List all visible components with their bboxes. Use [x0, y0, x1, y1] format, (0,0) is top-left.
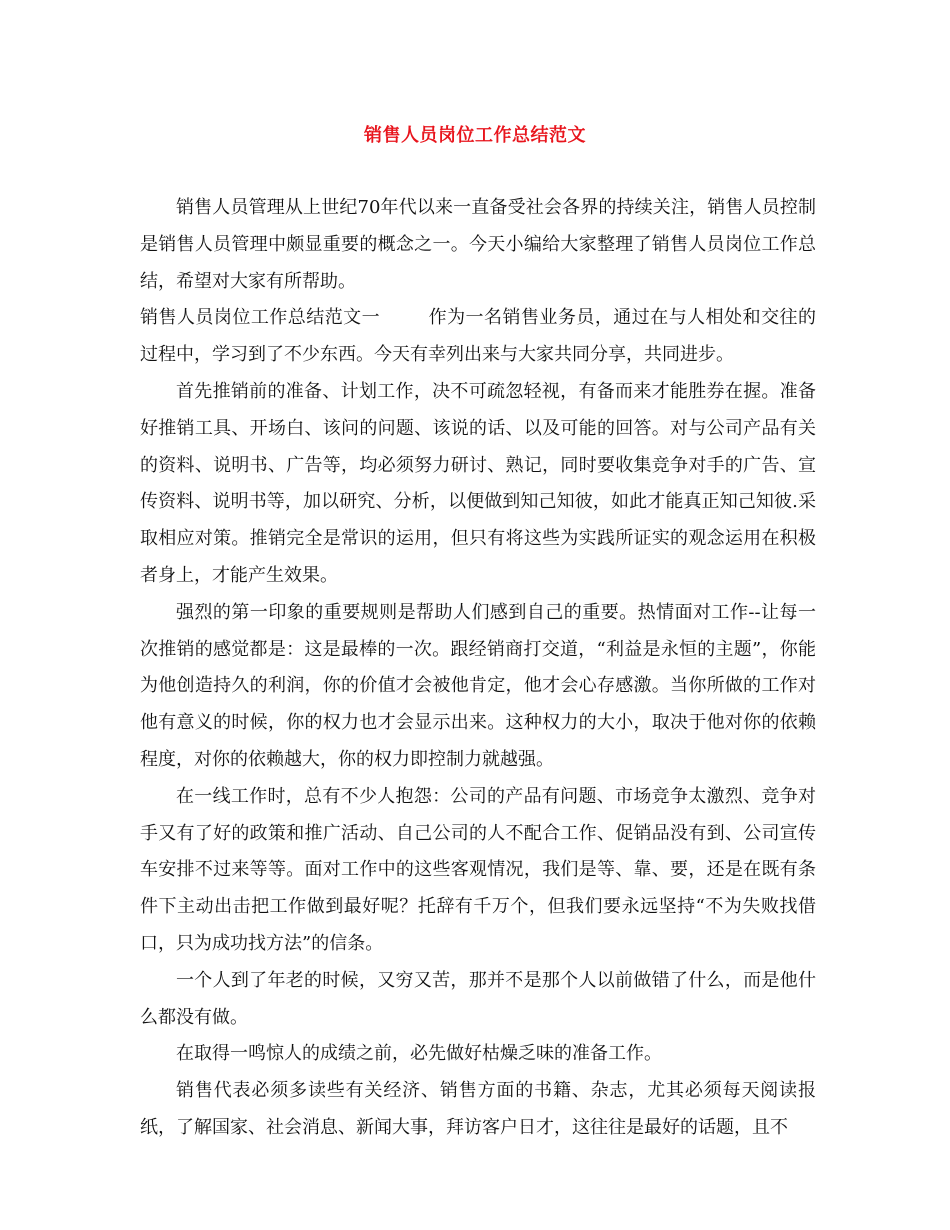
document-body	[140, 190, 816, 1147]
paragraph-frontline: 在一线工作时，总有不少人抱怨：公司的产品有问题、市场竞争太激烈、竞争对手又有了好的政策和推广活动、自己公司的人不配合工作、促销品没有到、公司宣传车安排不过来等等。面对工作中的这些客观情况，我们是等、靠、要，还是在既有条件下主动出击把工作做到最好呢？托辞有千万个，但我们要永远坚持“不为失败找借口，只为成功找方法”的信条。	[140, 785, 816, 954]
paragraph-old-age: 一个人到了年老的时候，又穷又苦，那并不是那个人以前做错了什么，而是他什么都没有做。	[140, 969, 816, 1028]
paragraph-reading: 销售代表必须多读些有关经济、销售方面的书籍、杂志，尤其必须每天阅读报纸，了解国家、社会消息、新闻大事，拜访客户日才，这往往是最好的话题，且不	[140, 1080, 816, 1138]
paragraph-first-impression: 强烈的第一印象的重要规则是帮助人们感到自己的重要。热情面对工作--让每一次推销的感觉都是：这是最棒的一次。跟经销商打交道，“利益是永恒的主题”，你能为他创造持久的利润，你的价值才会被他肯定，他才会心存感激。当你所做的工作对他有意义的时候，你的权力也才会显示出来。这种权力的大小，取决于他对你的依赖程度，对你的依赖越大，你的权力即控制力就越强。	[140, 601, 816, 770]
section-heading: 销售人员岗位工作总结范文一	[140, 307, 381, 329]
document-title: 销售人员岗位工作总结范文	[364, 125, 586, 146]
paragraph-preparation-work: 在取得一鸣惊人的成绩之前，必先做好枯燥乏味的准备工作。	[176, 1043, 662, 1065]
intro-paragraph: 销售人员管理从上世纪70年代以来一直备受社会各界的持续关注，销售人员控制是销售人员管理中颇显重要的概念之一。今天小编给大家整理了销售人员岗位工作总结，希望对大家有所帮助。	[140, 197, 816, 292]
section-first-sentence: 作为一名销售业务员，通过在与人相处和交往的过程中，学习到了不少东西。今天有幸列出来与大家共同分享，共同进步。	[140, 307, 817, 366]
paragraph-preparation: 首先推销前的准备、计划工作，决不可疏忽轻视，有备而来才能胜券在握。准备好推销工具、开场白、该问的问题、该说的话、以及可能的回答。对与公司产品有关的资料、说明书、广告等，均必须努力研讨、熟记，同时要收集竞争对手的广告、宣传资料、说明书等，加以研究、分析，以便做到知己知彼，如此才能真正知己知彼.采取相应对策。推销完全是常识的运用，但只有将这些为实践所证实的观念运用在积极者身上，才能产生效果。	[140, 380, 816, 586]
section-heading-paragraph	[140, 300, 816, 374]
